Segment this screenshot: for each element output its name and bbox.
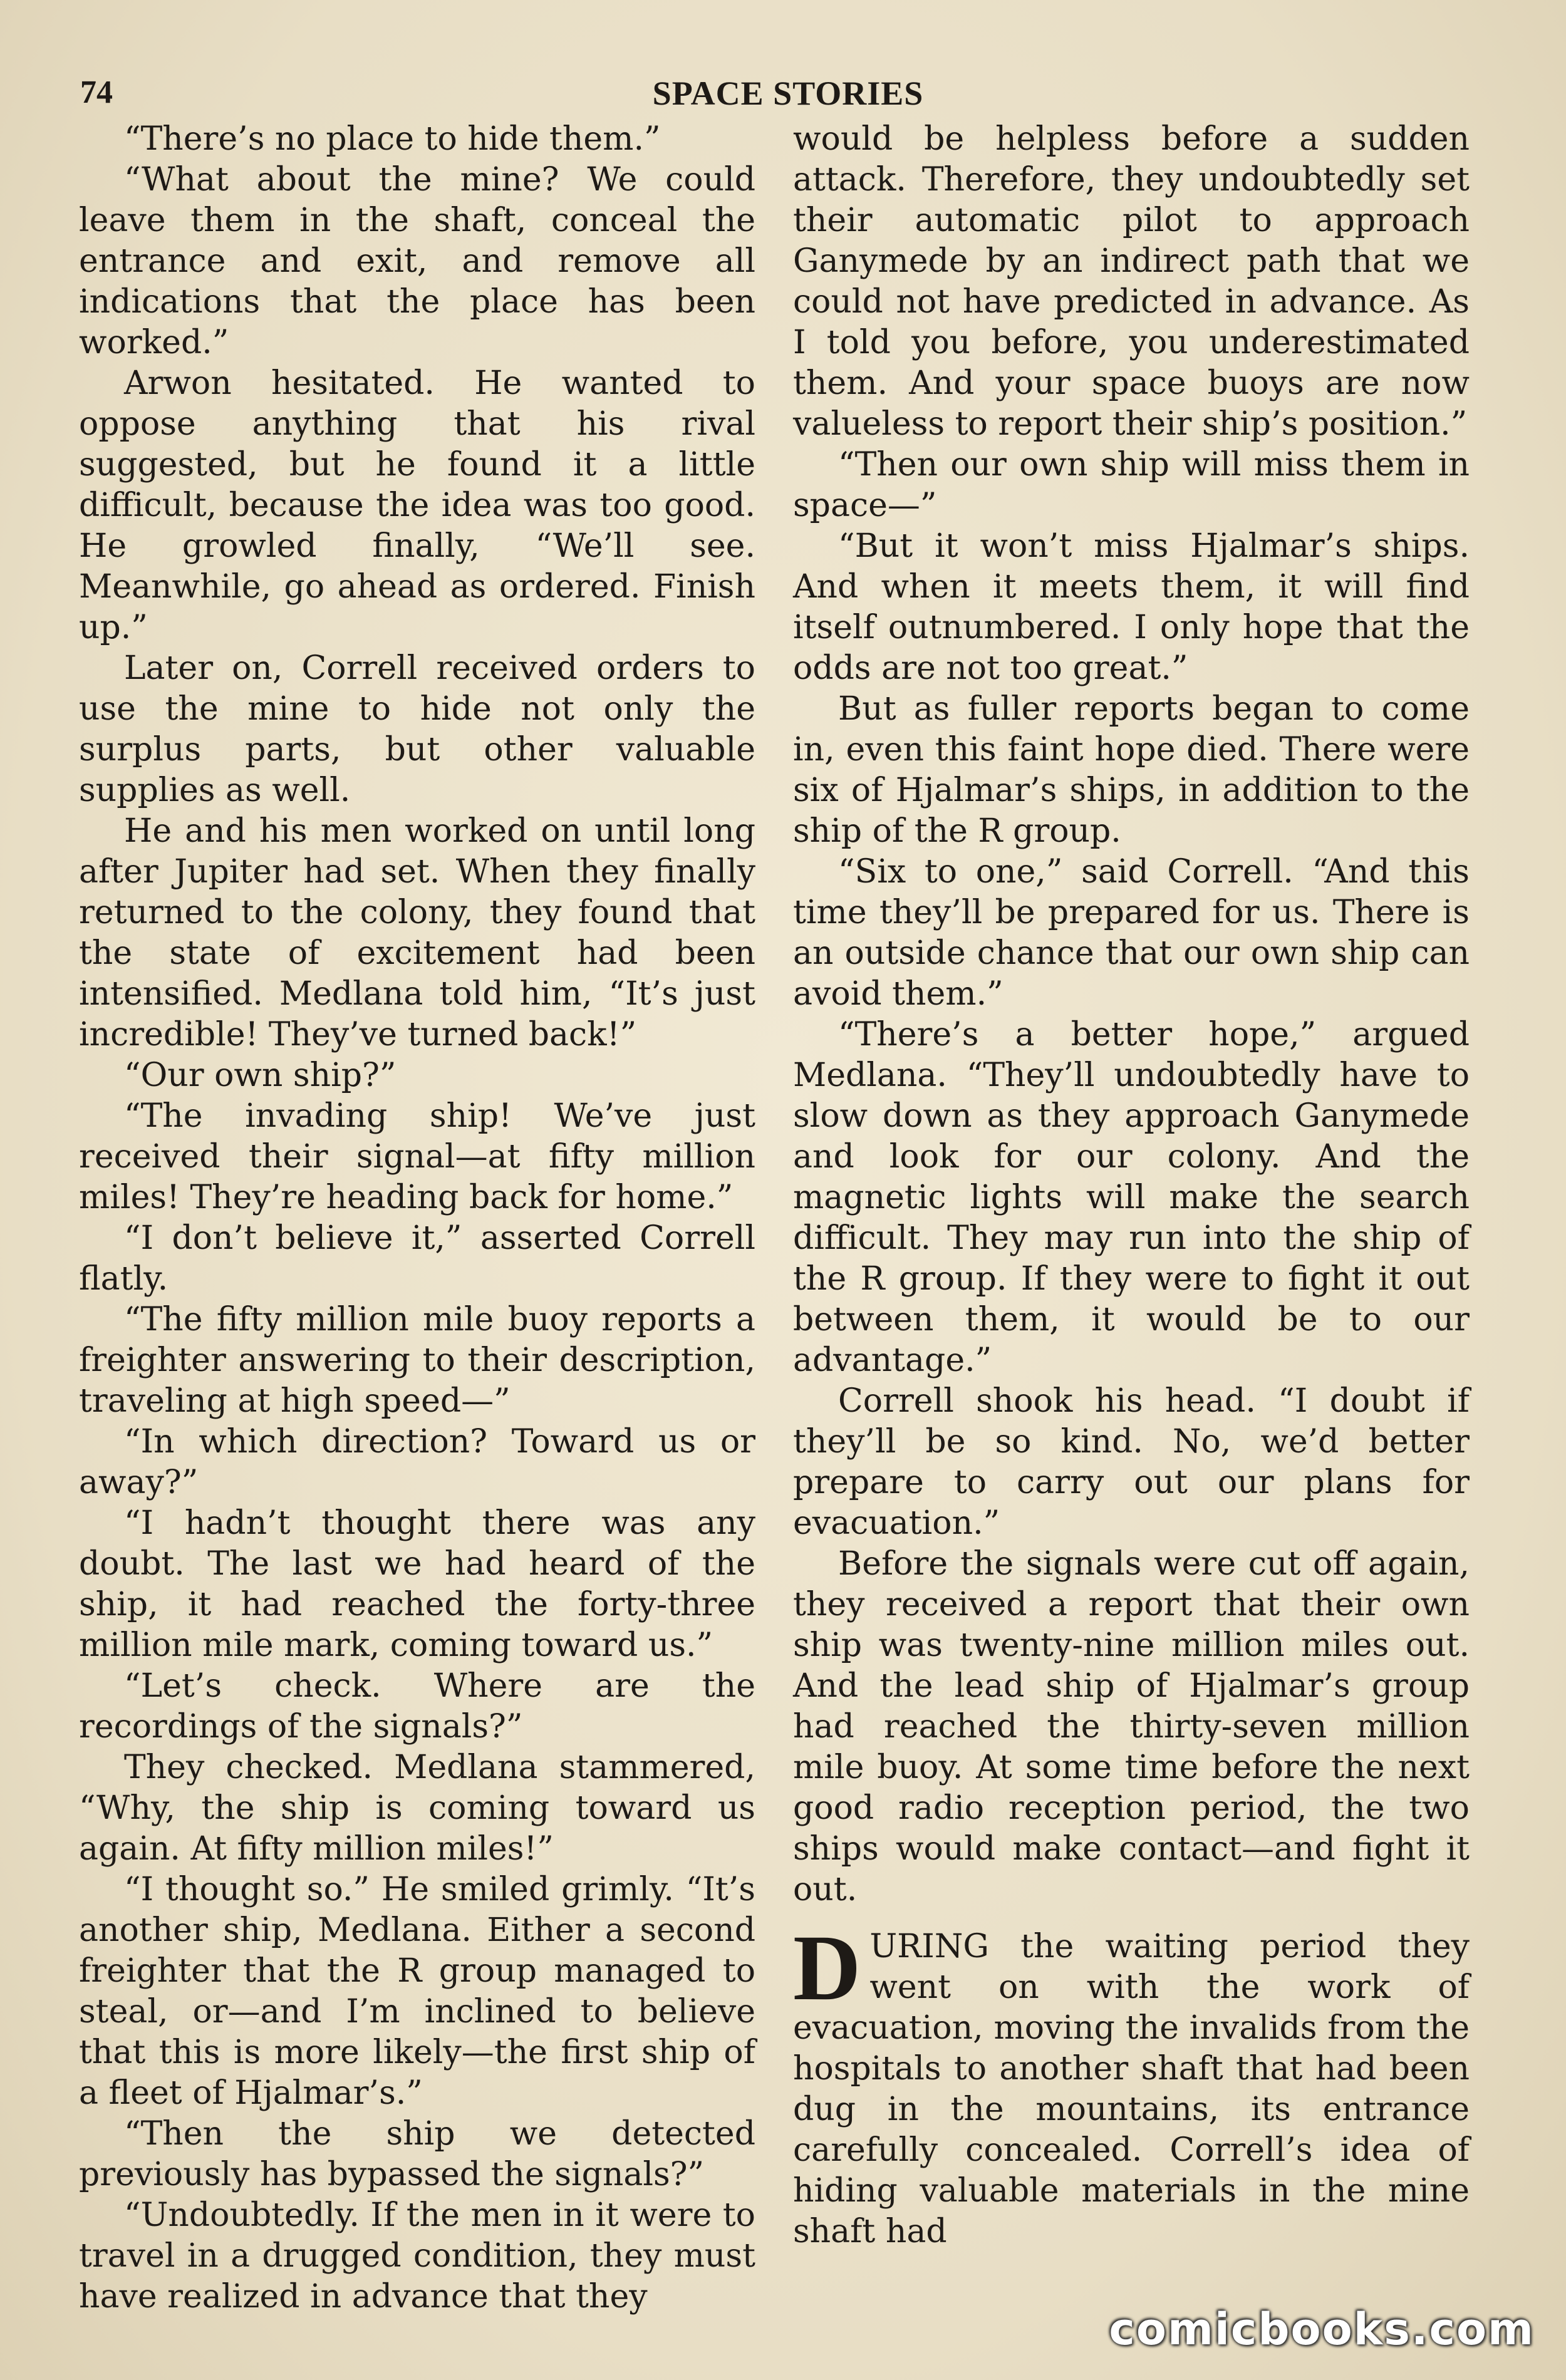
paragraph: They checked. Medlana stammered, “Why, the ship is coming toward us again. At fifty million miles!” bbox=[79, 1749, 755, 1868]
paragraph: “Six to one,” said Correll. “And this time they’ll be prepared for us. There is an outside chance that our own ship can avoid them.” bbox=[793, 853, 1470, 1013]
section-break bbox=[793, 1910, 1470, 1927]
page-number: 74 bbox=[80, 75, 113, 110]
paragraph: “Our own ship?” bbox=[124, 1057, 397, 1094]
paragraph: “In which direction? Toward us or away?” bbox=[79, 1423, 755, 1501]
paragraph: But as fuller reports began to come in, even this faint hope died. There were six of Hjalmar’s ships, in addition to the ship of the R group. bbox=[793, 690, 1470, 850]
paragraph: “The invading ship! We’ve just received their signal—at fifty million miles! They’re heading back for home.” bbox=[79, 1097, 755, 1216]
paragraph: Before the signals were cut off again, they received a report that their own ship was twenty-nine million miles out. And the lead ship of Hjalmar’s group had reached the thirty-seven million mile buoy. At some time before the next good radio reception period, the two ships would make contact—and fight it out. bbox=[793, 1545, 1470, 1908]
paragraph: “What about the mine? We could leave them in the shaft, conceal the entrance and exit, and remove all indications that the place has been worked.” bbox=[79, 161, 755, 361]
paragraph: He and his men worked on until long after Jupiter had set. When they finally returned to the colony, they found that the state of excitement had been intensified. Medlana told him, “It’s just incredible! They’ve turned back!” bbox=[79, 812, 755, 1053]
right-column bbox=[793, 119, 1470, 2252]
paragraph: “I hadn’t thought there was any doubt. The last we had heard of the ship, it had reached the forty-three million mile mark, coming toward us.” bbox=[79, 1504, 755, 1664]
watermark-logo: comicbooks.com bbox=[1109, 2304, 1535, 2355]
paragraph: “Undoubtedly. If the men in it were to travel in a drugged condition, they must have realized in advance that they bbox=[79, 2196, 755, 2315]
paragraph: “There’s a better hope,” argued Medlana. “They’ll undoubtedly have to slow down as they approach Ganymede and look for our colony. And the magnetic lights will make the search difficult. They may run into the ship of the R group. If they were to fight it out between them, it would be to our advantage.” bbox=[793, 1016, 1470, 1379]
drop-cap: D bbox=[793, 1916, 861, 2020]
right-column-paragraphs bbox=[793, 119, 1470, 1910]
section-opening-text: URING the waiting period they went on with the work of evacuation, moving the invalids from the hospitals to another shaft that had been dug in the mountains, its entrance carefully concealed. Correll’s idea of hiding valuable materials in the mine shaft had bbox=[793, 1928, 1470, 2250]
paragraph: “Then our own ship will miss them in space—” bbox=[793, 446, 1470, 524]
paragraph: “Let’s check. Where are the recordings of the signals?” bbox=[79, 1667, 755, 1746]
paragraph: Later on, Correll received orders to use the mine to hide not only the surplus parts, but other valuable supplies as well. bbox=[79, 649, 755, 809]
section-opening-paragraph bbox=[793, 1916, 1470, 2252]
paragraph: “The fifty million mile buoy reports a freighter answering to their description, traveling at high speed—” bbox=[79, 1301, 755, 1420]
paragraph: Correll shook his head. “I doubt if they’ll be so kind. No, we’d better prepare to carry out our plans for evacuation.” bbox=[793, 1382, 1470, 1542]
paragraph: “Then the ship we detected previously has bypassed the signals?” bbox=[79, 2115, 755, 2193]
page-header bbox=[80, 74, 1496, 124]
paragraph: “I thought so.” He smiled grimly. “It’s another ship, Medlana. Either a second freighter that the R group managed to steal, or—and I’m inclined to believe that this is more likely—the first ship of a fleet of Hjalmar’s.” bbox=[79, 1871, 755, 2112]
paragraph: “I don’t believe it,” asserted Correll flatly. bbox=[79, 1219, 755, 1298]
paragraph: Arwon hesitated. He wanted to oppose anything that his rival suggested, but he found it a little difficult, because the idea was too good. He growled finally, “We’ll see. Meanwhile, go ahead as ordered. Finish up.” bbox=[79, 365, 755, 646]
left-column bbox=[79, 119, 755, 2317]
running-head: SPACE STORIES bbox=[652, 75, 924, 112]
paragraph: “There’s no place to hide them.” bbox=[124, 120, 661, 158]
paragraph: “But it won’t miss Hjalmar’s ships. And when it meets them, it will find itself outnumbered. I only hope that the odds are not too great.” bbox=[793, 527, 1470, 687]
paragraph: would be helpless before a sudden attack. Therefore, they undoubtedly set their automatic pilot to approach Ganymede by an indirect path that we could not have predicted in advance. As I told you before, you underestimated them. And your space buoys are now valueless to report their ship’s position.” bbox=[793, 120, 1470, 443]
